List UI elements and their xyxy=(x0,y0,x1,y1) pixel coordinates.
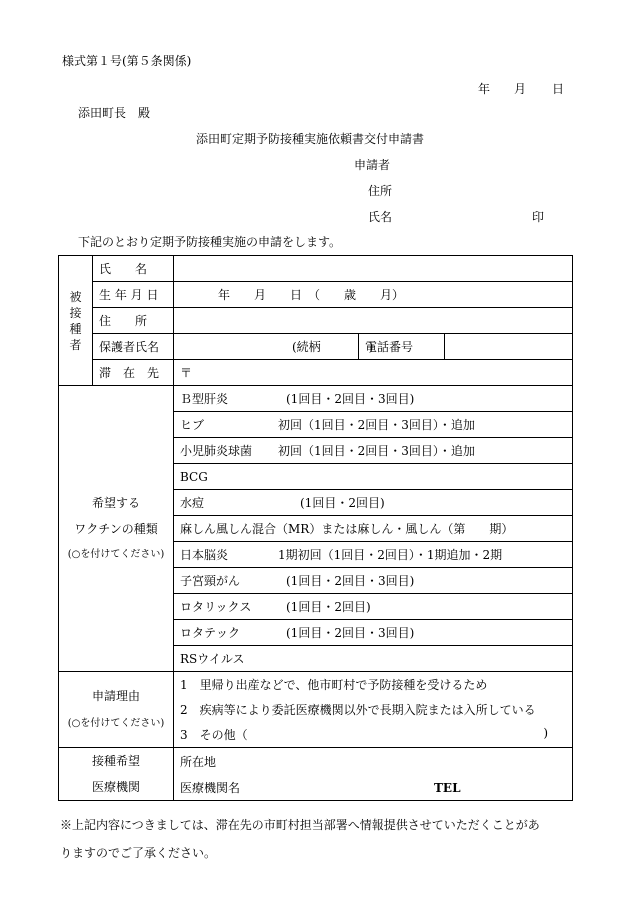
guardian-name-label: 保護者氏名 xyxy=(93,334,174,360)
facility-name-label: 医療機関名 xyxy=(180,780,241,795)
seal-mark: 印 xyxy=(532,210,545,224)
facility-location-field[interactable] xyxy=(174,748,573,775)
patient-section-label: 被接種者 xyxy=(59,256,93,386)
applicant-label: 申請者 xyxy=(354,158,391,172)
postal-mark: 〒 xyxy=(180,366,193,380)
facility-name-field[interactable] xyxy=(174,774,573,801)
facility-tel-label: TEL xyxy=(434,780,461,795)
reason-label: 申請理由 xyxy=(91,688,140,703)
addressee: 添田町長 殿 xyxy=(78,106,151,120)
document-title: 添田町定期予防接種実施依頼書交付申請書 xyxy=(196,132,425,146)
intro-text: 下記のとおり定期予防接種実施の申請をします。 xyxy=(78,235,342,249)
date-month-label: 月 xyxy=(514,82,527,96)
vaccine-option[interactable]: ロタリックス (1回目・2回目) xyxy=(174,594,573,620)
vaccine-label-note: (○を付けてください) xyxy=(67,548,165,560)
vaccine-option[interactable]: BCG xyxy=(174,464,573,490)
facility-section-label xyxy=(59,748,174,801)
date-year-label: 年 xyxy=(478,82,491,96)
form-number: 様式第１号(第５条関係) xyxy=(62,54,192,68)
vaccine-option[interactable]: ロタテック (1回目・2回目・3回目) xyxy=(174,620,573,646)
vaccine-option[interactable]: ヒブ 初回（1回目・2回目・3回目）・追加 xyxy=(174,412,573,438)
stay-address-field[interactable] xyxy=(174,360,573,386)
facility-label-line2: 医療機関 xyxy=(91,780,140,794)
guardian-name-field[interactable] xyxy=(174,334,374,360)
reason-note: (○を付けてください) xyxy=(67,717,165,729)
patient-name-label: 氏 名 xyxy=(93,256,174,282)
reason-option[interactable]: 1 里帰り出産などで、他市町村で予防接種を受けるため xyxy=(174,672,573,698)
vaccine-label-line2: ワクチンの種類 xyxy=(74,521,158,536)
vaccine-option[interactable]: 小児肺炎球菌 初回（1回目・2回目・3回目）・追加 xyxy=(174,438,573,464)
reason-option-other[interactable]: 3 その他（ ) xyxy=(174,722,573,748)
footer-note-line2: りますのでご了承ください。 xyxy=(60,846,217,860)
phone-label: 電話番号 xyxy=(359,334,445,360)
vaccine-option[interactable]: 日本脳炎 1期初回（1回目・2回目）・1期追加・2期 xyxy=(174,542,573,568)
phone-field[interactable] xyxy=(445,334,573,360)
reason-option[interactable]: 2 疾病等により委託医療機関以外で長期入院または入所している xyxy=(174,697,573,722)
application-form-table xyxy=(58,255,573,801)
reason-section-label xyxy=(59,672,174,748)
stay-address-label: 滞 在 先 xyxy=(93,360,174,386)
vaccine-section-label xyxy=(59,386,174,672)
facility-location-label: 所在地 xyxy=(180,754,217,769)
vaccine-option[interactable]: 麻しん風しん混合（MR）または麻しん・風しん（第 期） xyxy=(174,516,573,542)
relation-label: (続柄 ) xyxy=(292,340,374,354)
patient-name-field[interactable] xyxy=(174,256,573,282)
patient-address-label: 住 所 xyxy=(93,308,174,334)
patient-address-field[interactable] xyxy=(174,308,573,334)
applicant-address-label: 住所 xyxy=(368,184,393,198)
birthday-field[interactable] xyxy=(174,282,573,308)
birthday-label: 生 年 月 日 xyxy=(93,282,174,308)
birthday-template: 年 月 日 （ 歳 月） xyxy=(218,288,405,302)
applicant-name-label: 氏名 xyxy=(368,210,393,224)
footer-note-line1: ※上記内容につきましては、滞在先の市町村担当部署へ情報提供させていただくことがあ xyxy=(60,818,540,832)
facility-label-line1: 接種希望 xyxy=(91,754,140,768)
vaccine-option[interactable]: Ｂ型肝炎 (1回目・2回目・3回目) xyxy=(174,386,573,412)
vaccine-option[interactable]: 子宮頸がん (1回目・2回目・3回目) xyxy=(174,568,573,594)
date-day-label: 日 xyxy=(552,82,565,96)
vaccine-option[interactable]: 水痘 (1回目・2回目) xyxy=(174,490,573,516)
vaccine-option[interactable]: RSウイルス xyxy=(174,646,573,672)
vaccine-label-line1: 希望する xyxy=(91,495,140,510)
